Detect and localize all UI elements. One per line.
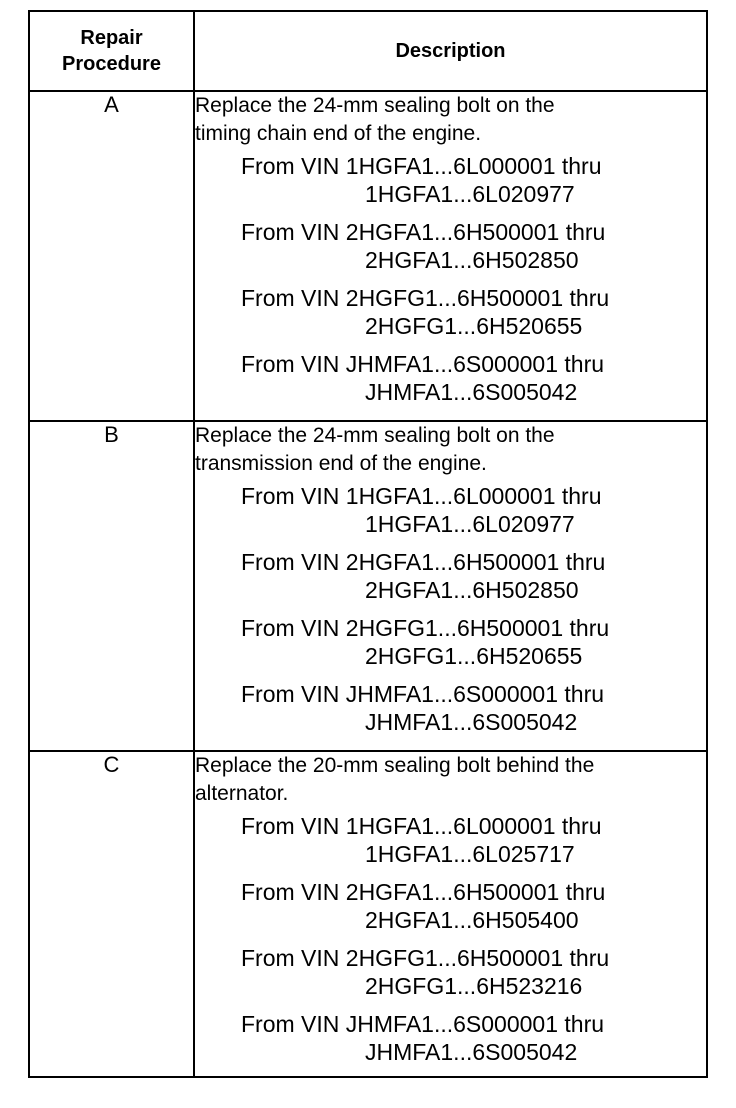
- vin-to: 1HGFA1...6L025717: [365, 841, 575, 867]
- instruction-line: transmission end of the engine.: [195, 452, 487, 475]
- procedure-letter: A: [29, 91, 194, 421]
- procedure-description: [194, 91, 707, 421]
- procedure-letter: B: [29, 421, 194, 751]
- instruction-text: [195, 422, 706, 478]
- vin-to: 2HGFG1...6H520655: [365, 313, 583, 339]
- vin-to: 2HGFA1...6H502850: [365, 247, 579, 273]
- vin-to: 1HGFA1...6L020977: [365, 511, 575, 537]
- vin-range: [241, 1010, 706, 1066]
- procedure-row-c: [29, 751, 707, 1077]
- vin-range: [241, 482, 706, 538]
- vin-from: From VIN 2HGFG1...6H500001 thru: [241, 945, 610, 971]
- vin-to: 2HGFG1...6H520655: [365, 643, 583, 669]
- vin-from: From VIN 1HGFA1...6L000001 thru: [241, 483, 602, 509]
- vin-range: [241, 284, 706, 340]
- vin-from: From VIN JHMFA1...6S000001 thru: [241, 681, 605, 707]
- vin-range: [241, 680, 706, 736]
- vin-range: [241, 812, 706, 868]
- header-repair-procedure: [29, 11, 194, 91]
- vin-range: [241, 614, 706, 670]
- vin-from: From VIN JHMFA1...6S000001 thru: [241, 351, 605, 377]
- vin-to: JHMFA1...6S005042: [365, 1039, 578, 1065]
- procedure-letter: C: [29, 751, 194, 1077]
- vin-range: [241, 548, 706, 604]
- instruction-line: Replace the 24-mm sealing bolt on the: [195, 424, 555, 447]
- vin-range: [241, 152, 706, 208]
- vin-from: From VIN 1HGFA1...6L000001 thru: [241, 153, 602, 179]
- vin-from: From VIN JHMFA1...6S000001 thru: [241, 1011, 605, 1037]
- vin-range: [241, 350, 706, 406]
- instruction-text: [195, 92, 706, 148]
- procedure-row-a: [29, 91, 707, 421]
- instruction-line: timing chain end of the engine.: [195, 122, 482, 145]
- vin-range: [241, 944, 706, 1000]
- vin-range: [241, 878, 706, 934]
- vin-from: From VIN 2HGFA1...6H500001 thru: [241, 879, 606, 905]
- vin-to: 2HGFA1...6H505400: [365, 907, 579, 933]
- header-procedure-line1: Repair: [80, 27, 143, 49]
- instruction-line: Replace the 20-mm sealing bolt behind the: [195, 754, 595, 777]
- header-description: Description: [194, 11, 707, 91]
- vin-from: From VIN 2HGFA1...6H500001 thru: [241, 549, 606, 575]
- vin-to: 2HGFG1...6H523216: [365, 973, 583, 999]
- instruction-text: [195, 752, 706, 808]
- vin-to: JHMFA1...6S005042: [365, 379, 578, 405]
- header-procedure-line2: Procedure: [62, 53, 161, 75]
- instruction-line: Replace the 24-mm sealing bolt on the: [195, 94, 555, 117]
- vin-to: 1HGFA1...6L020977: [365, 181, 575, 207]
- vin-to: JHMFA1...6S005042: [365, 709, 578, 735]
- vin-from: From VIN 1HGFA1...6L000001 thru: [241, 813, 602, 839]
- vin-to: 2HGFA1...6H502850: [365, 577, 579, 603]
- procedure-row-b: [29, 421, 707, 751]
- vin-from: From VIN 2HGFG1...6H500001 thru: [241, 615, 610, 641]
- vin-from: From VIN 2HGFG1...6H500001 thru: [241, 285, 610, 311]
- vin-from: From VIN 2HGFA1...6H500001 thru: [241, 219, 606, 245]
- procedure-description: [194, 751, 707, 1077]
- header-row: [29, 11, 707, 91]
- repair-procedure-table: [28, 10, 708, 1078]
- instruction-line: alternator.: [195, 782, 289, 805]
- procedure-description: [194, 421, 707, 751]
- vin-range: [241, 218, 706, 274]
